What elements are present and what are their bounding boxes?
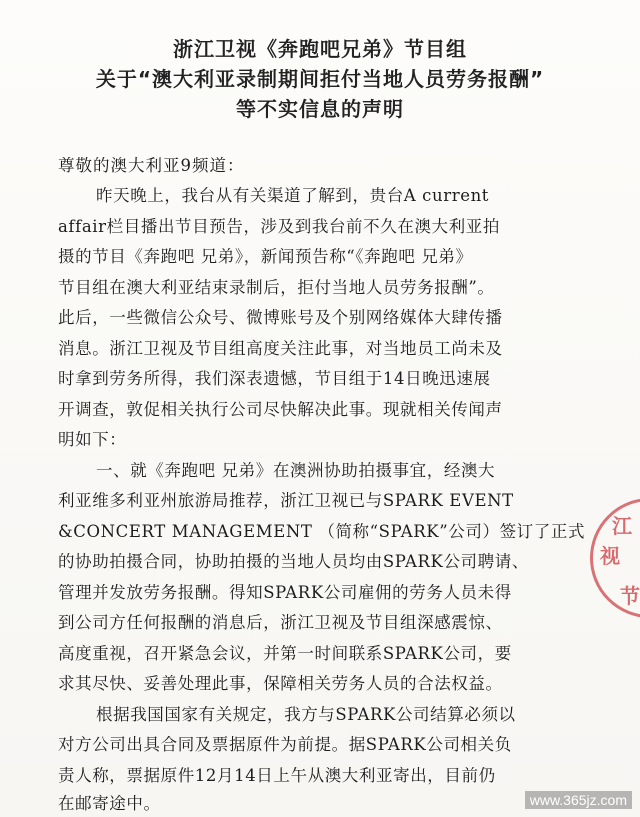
body-line: 对方公司出具合同及票据原件为前提。据SPARK公司相关负 xyxy=(58,735,512,754)
seal-char: 节 xyxy=(620,584,640,608)
body-line: 管理并发放劳务报酬。得知SPARK公司雇佣的劳务人员未得 xyxy=(58,582,512,602)
statement-title-line-2: 关于“澳大利亚录制期间拒付当地人员劳务报酬” xyxy=(95,67,545,91)
body-line: 根据我国国家有关规定，我方与SPARK公司结算必须以 xyxy=(96,704,516,724)
body-line: 节目组在澳大利亚结束录制后，拒付当地人员劳务报酬”。 xyxy=(58,277,495,297)
body-line: affair栏目播出节目预告，涉及到我台前不久在澳大利亚拍 xyxy=(58,216,500,236)
body-line: 求其尽快、妥善处理此事，保障相关劳务人员的合法权益。 xyxy=(58,674,503,693)
body-line: 责人称，票据原件12月14日上午从澳大利亚寄出，目前仍 xyxy=(58,765,496,785)
body-line: 此后，一些微信公众号、微博账号及个别网络媒体大肆传播 xyxy=(58,308,503,327)
site-watermark: www.365jz.com xyxy=(525,791,632,809)
body-line: 利亚维多利亚州旅游局推荐，浙江卫视已与SPARK EVENT xyxy=(58,491,514,510)
body-line: 高度重视，召开紧急会议，并第一时间联系SPARK公司，要 xyxy=(58,643,512,663)
salutation: 尊敬的澳大利亚9频道： xyxy=(58,156,245,175)
body-line: 消息。浙江卫视及节目组高度关注此事，对当地员工尚未及 xyxy=(58,338,503,358)
body-line: 时拿到劳务所得，我们深表遗憾，节目组于14日晚迅速展 xyxy=(58,369,491,388)
body-line: 明如下： xyxy=(58,430,127,449)
seal-char: 视 xyxy=(600,544,620,568)
body-line: 开调查，敦促相关执行公司尽快解决此事。现就相关传闻声 xyxy=(58,399,503,419)
body-line: 到公司方任何报酬的消息后，浙江卫视及节目组深感震惊、 xyxy=(58,613,503,632)
statement-title-line-3: 等不实信息的声明 xyxy=(236,97,404,121)
body-line: 昨天晚上，我台从有关渠道了解到，贵台A current xyxy=(96,186,490,205)
statement-title-line-1: 浙江卫视《奔跑吧兄弟》节目组 xyxy=(173,37,467,61)
body-line: 的协助拍摄合同，协助拍摄的当地人员均由SPARK公司聘请、 xyxy=(58,552,529,571)
body-line: 摄的节目《奔跑吧 兄弟》，新闻预告称“《奔跑吧 兄弟》 xyxy=(58,247,473,266)
seal-char: 江 xyxy=(612,514,632,538)
body-line: 一、就《奔跑吧 兄弟》在澳洲协助拍摄事宜，经澳大 xyxy=(96,460,496,480)
body-line: &CONCERT MANAGEMENT （简称“SPARK”公司）签订了正式 xyxy=(58,521,586,541)
body-line: 在邮寄途中。 xyxy=(58,794,161,813)
